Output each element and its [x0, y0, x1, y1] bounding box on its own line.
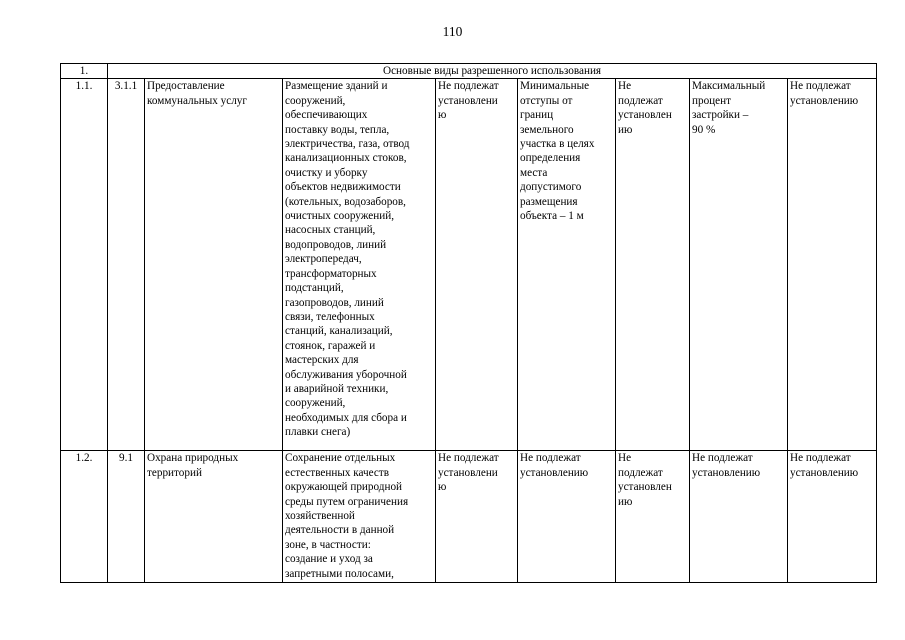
section-title: Основные виды разрешенного использования — [108, 64, 877, 79]
cell-line: газопроводов, линий — [285, 296, 384, 309]
cell-line: стоянок, гаражей и — [285, 339, 376, 352]
row-col5 — [436, 79, 518, 451]
cell-line: запретными полосами, — [285, 567, 394, 580]
row-col5 — [436, 451, 518, 583]
cell-line: Не подлежат — [520, 452, 581, 465]
cell-line: Не — [618, 80, 632, 93]
cell-line: деятельности в данной — [285, 524, 395, 537]
row-code: 3.1.1 — [108, 79, 145, 451]
row-col6 — [518, 79, 616, 451]
cell-line: обеспечивающих — [285, 109, 368, 122]
cell-line: Размещение зданий и — [285, 80, 388, 93]
cell-line: очистку и уборку — [285, 166, 368, 179]
cell-line: окружающей природной — [285, 481, 403, 494]
cell-line: допустимого — [520, 181, 582, 194]
row-description — [283, 79, 436, 451]
cell-line: ю — [438, 481, 447, 494]
section-header-row — [61, 64, 877, 79]
cell-line: Минимальные — [520, 80, 590, 93]
cell-line: установлению — [520, 466, 589, 479]
cell-line: станций, канализаций, — [285, 325, 393, 338]
cell-line: 90 % — [692, 123, 716, 136]
cell-line: плавки снега) — [285, 426, 351, 439]
cell-line: электричества, газа, отвод — [285, 138, 410, 151]
row-name — [145, 79, 283, 451]
cell-line: создание и уход за — [285, 553, 373, 566]
cell-line: Не — [618, 452, 632, 465]
cell-line: размещения — [520, 195, 578, 208]
cell-line: электропередач, — [285, 253, 362, 266]
cell-line: насосных станций, — [285, 224, 376, 237]
cell-line: процент — [692, 94, 732, 107]
cell-line: Не подлежат — [438, 80, 499, 93]
cell-line: объектов недвижимости — [285, 181, 401, 194]
cell-line: поставку воды, тепла, — [285, 123, 390, 136]
cell-line: сооружений, — [285, 94, 346, 107]
cell-line: подлежат — [618, 466, 663, 479]
row-number: 1.1. — [61, 79, 108, 451]
cell-line: водопроводов, линий — [285, 238, 387, 251]
row-col9 — [788, 451, 877, 583]
cell-line: застройки – — [692, 109, 749, 122]
cell-line: установлени — [438, 466, 498, 479]
cell-line: места — [520, 166, 548, 179]
row-description — [283, 451, 436, 583]
row-name — [145, 451, 283, 583]
cell-line: хозяйственной — [285, 510, 355, 523]
cell-line: установлен — [618, 481, 672, 494]
cell-line: Сохранение отдельных — [285, 452, 396, 465]
cell-line: зоне, в частности: — [285, 538, 371, 551]
cell-line: связи, телефонных — [285, 310, 375, 323]
row-col6 — [518, 451, 616, 583]
cell-line: Не подлежат — [790, 452, 851, 465]
section-number: 1. — [61, 64, 108, 79]
cell-line: Предоставление — [147, 80, 225, 93]
cell-line: Максимальный — [692, 80, 766, 93]
cell-line: границ — [520, 109, 554, 122]
row-col7 — [616, 79, 690, 451]
cell-line: Не подлежат — [438, 452, 499, 465]
table-row — [61, 79, 877, 451]
cell-line: коммунальных услуг — [147, 94, 247, 107]
cell-line: обслуживания уборочной — [285, 368, 407, 381]
cell-line: установлен — [618, 109, 672, 122]
cell-line: установлению — [790, 466, 859, 479]
cell-line: объекта – 1 м — [520, 210, 584, 223]
cell-line: необходимых для сбора и — [285, 411, 407, 424]
cell-line: сооружений, — [285, 397, 346, 410]
cell-line: и аварийной техники, — [285, 382, 389, 395]
row-code: 9.1 — [108, 451, 145, 583]
row-col8 — [690, 451, 788, 583]
table-row — [61, 451, 877, 583]
cell-line: участка в целях — [520, 138, 595, 151]
row-number: 1.2. — [61, 451, 108, 583]
regulations-table — [60, 63, 877, 583]
row-col9 — [788, 79, 877, 451]
page-number: 110 — [442, 24, 463, 39]
cell-line: установлени — [438, 94, 498, 107]
cell-line: (котельных, водозаборов, — [285, 195, 406, 208]
cell-line: ию — [618, 123, 633, 136]
cell-line: трансформаторных — [285, 267, 377, 280]
cell-line: территорий — [147, 466, 202, 479]
cell-line: Не подлежат — [692, 452, 753, 465]
cell-line: отступы от — [520, 94, 573, 107]
cell-line: ю — [438, 109, 447, 122]
cell-line: канализационных стоков, — [285, 152, 407, 165]
cell-line: естественных качеств — [285, 466, 390, 479]
cell-line: Охрана природных — [147, 452, 239, 465]
cell-line: установлению — [692, 466, 761, 479]
row-col8 — [690, 79, 788, 451]
cell-line: очистных сооружений, — [285, 210, 395, 223]
row-col7 — [616, 451, 690, 583]
cell-line: Не подлежат — [790, 80, 851, 93]
cell-line: земельного — [520, 123, 574, 136]
cell-line: установлению — [790, 94, 859, 107]
cell-line: ию — [618, 495, 633, 508]
cell-line: определения — [520, 152, 581, 165]
cell-line: подлежат — [618, 94, 663, 107]
cell-line: подстанций, — [285, 282, 344, 295]
cell-line: мастерских для — [285, 354, 359, 367]
cell-line: среды путем ограничения — [285, 495, 409, 508]
